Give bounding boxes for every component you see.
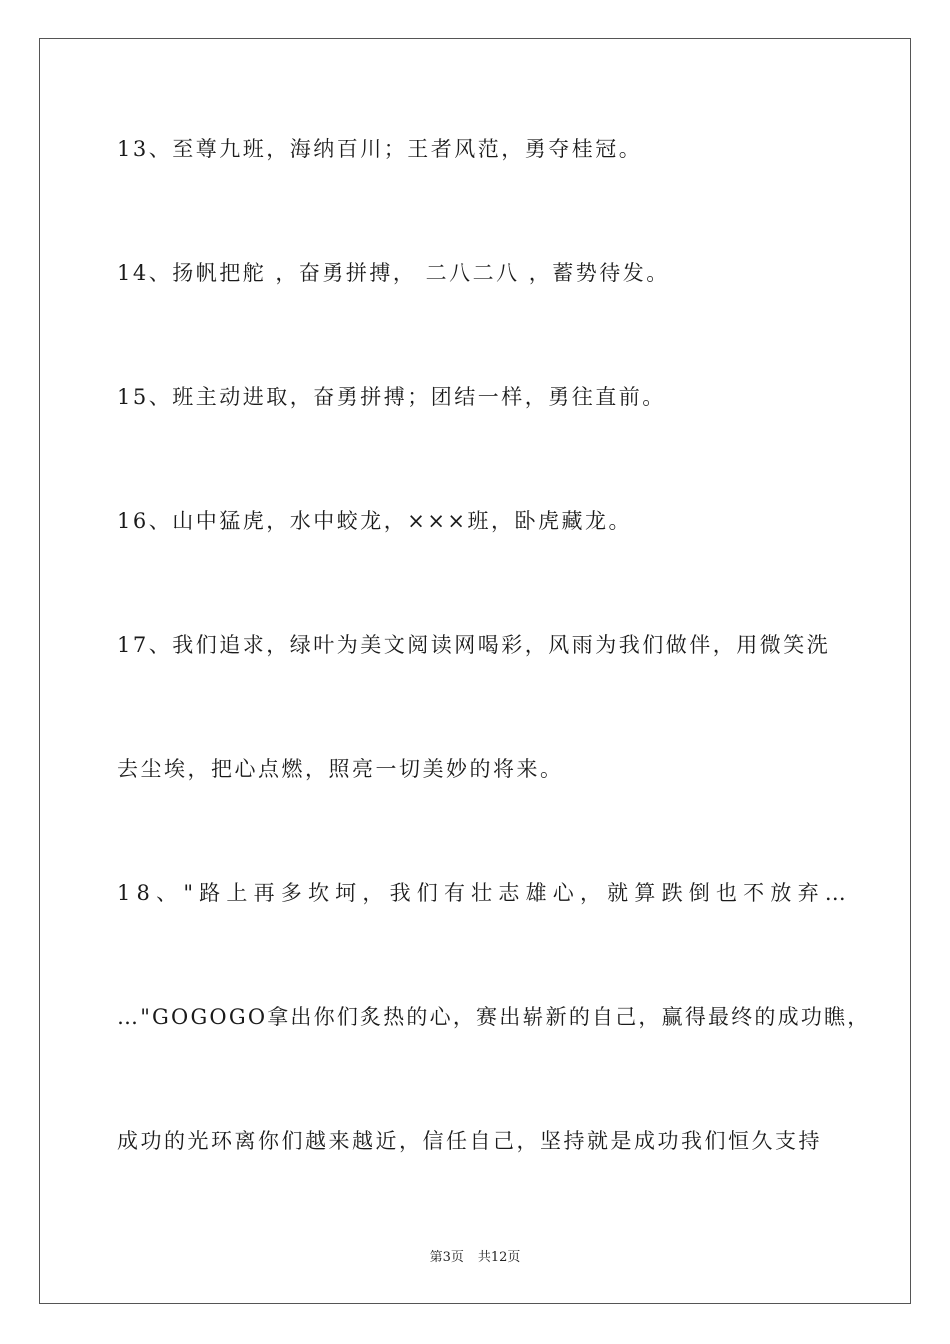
text-line-13: 13、至尊九班，海纳百川；王者风范，勇夺桂冠。 <box>117 137 643 161</box>
text-line-15: 15、班主动进取，奋勇拼搏；团结一样，勇往直前。 <box>117 385 666 409</box>
text-line-17-part1: 17、我们追求，绿叶为美文阅读网喝彩，风雨为我们做伴，用微笑洗 <box>117 633 831 657</box>
page-total: 共12页 <box>477 1250 521 1265</box>
text-line-16: 16、山中猛虎，水中蛟龙，×××班，卧虎藏龙。 <box>117 509 633 533</box>
text-line-18-part1: 18、"路上再多坎坷，我们有壮志雄心，就算跌倒也不放弃… <box>117 881 852 905</box>
text-line-17-part2: 去尘埃，把心点燃，照亮一切美妙的将来。 <box>117 757 564 781</box>
text-line-14: 14、扬帆把舵 ，奋勇拼搏， 二八二八 ，蓄势待发。 <box>117 261 670 285</box>
page-border <box>39 38 911 1304</box>
page-footer <box>0 1246 950 1265</box>
text-line-18-part2: …"GOGOGO拿出你们炙热的心，赛出崭新的自己，赢得最终的成功瞧， <box>117 1005 871 1029</box>
page-number: 第3页 <box>429 1250 464 1265</box>
text-line-18-part3: 成功的光环离你们越来越近，信任自己，坚持就是成功我们恒久支持 <box>117 1129 822 1153</box>
